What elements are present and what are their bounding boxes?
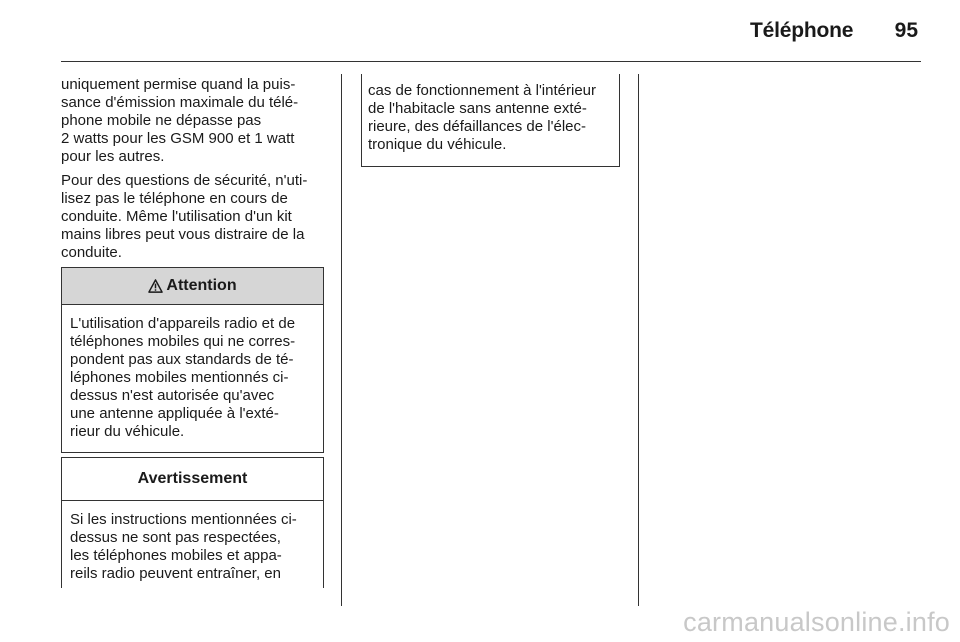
text-line: uniquement permise quand la puis- [61, 76, 296, 93]
watermark: carmanualsonline.info [683, 607, 950, 637]
text-line: phone mobile ne dépasse pas [61, 112, 262, 129]
avertissement-title: Avertissement [137, 470, 248, 487]
text-line: Pour des questions de sécurité, n'uti- [61, 172, 308, 189]
avertissement-box-header [62, 458, 323, 501]
text-line: téléphones mobiles qui ne corres- [70, 333, 296, 350]
page-number: 95 [894, 19, 918, 42]
text-line: léphones mobiles mentionnés ci- [70, 369, 289, 386]
text-line: Si les instructions mentionnées ci- [70, 511, 297, 528]
attention-title: Attention [166, 277, 237, 294]
text-line: lisez pas le téléphone en cours de [61, 190, 288, 207]
text-line: reils radio peuvent entraîner, en [70, 565, 281, 582]
attention-box-header [62, 268, 323, 305]
paragraph-power-limit [61, 76, 331, 166]
text-line: L'utilisation d'appareils radio et de [70, 315, 296, 332]
text-line: tronique du véhicule. [368, 136, 507, 153]
text-line: dessus n'est autorisée qu'avec [70, 387, 275, 404]
attention-box [61, 267, 324, 453]
column-divider-1 [341, 74, 342, 606]
text-line: les téléphones mobiles et appa- [70, 547, 282, 564]
warning-triangle-icon [148, 279, 163, 293]
text-line: mains libres peut vous distraire de la [61, 226, 305, 243]
column-1-text [61, 76, 331, 268]
text-line: pour les autres. [61, 148, 165, 165]
text-line: 2 watts pour les GSM 900 et 1 watt [61, 130, 295, 147]
avertissement-box-body [62, 501, 323, 594]
avertissement-box [61, 457, 324, 588]
text-line: cas de fonctionnement à l'intérieur [368, 82, 596, 99]
text-line: rieur du véhicule. [70, 423, 185, 440]
text-line: de l'habitacle sans antenne exté- [368, 100, 587, 117]
text-line: une antenne appliquée à l'exté- [70, 405, 279, 422]
attention-box-body [62, 305, 323, 452]
text-line: sance d'émission maximale du télé- [61, 94, 299, 111]
paragraph-safety [61, 172, 331, 262]
text-line: conduite. [61, 244, 122, 261]
text-line: pondent pas aux standards de té- [70, 351, 294, 368]
column-divider-2 [638, 74, 639, 606]
text-line: conduite. Même l'utilisation d'un kit [61, 208, 292, 225]
avertissement-continued-box [361, 74, 620, 167]
text-line: rieure, des défaillances de l'élec- [368, 118, 586, 135]
page-title: Téléphone [750, 19, 854, 42]
header-divider [61, 61, 921, 62]
text-line: dessus ne sont pas respectées, [70, 529, 281, 546]
